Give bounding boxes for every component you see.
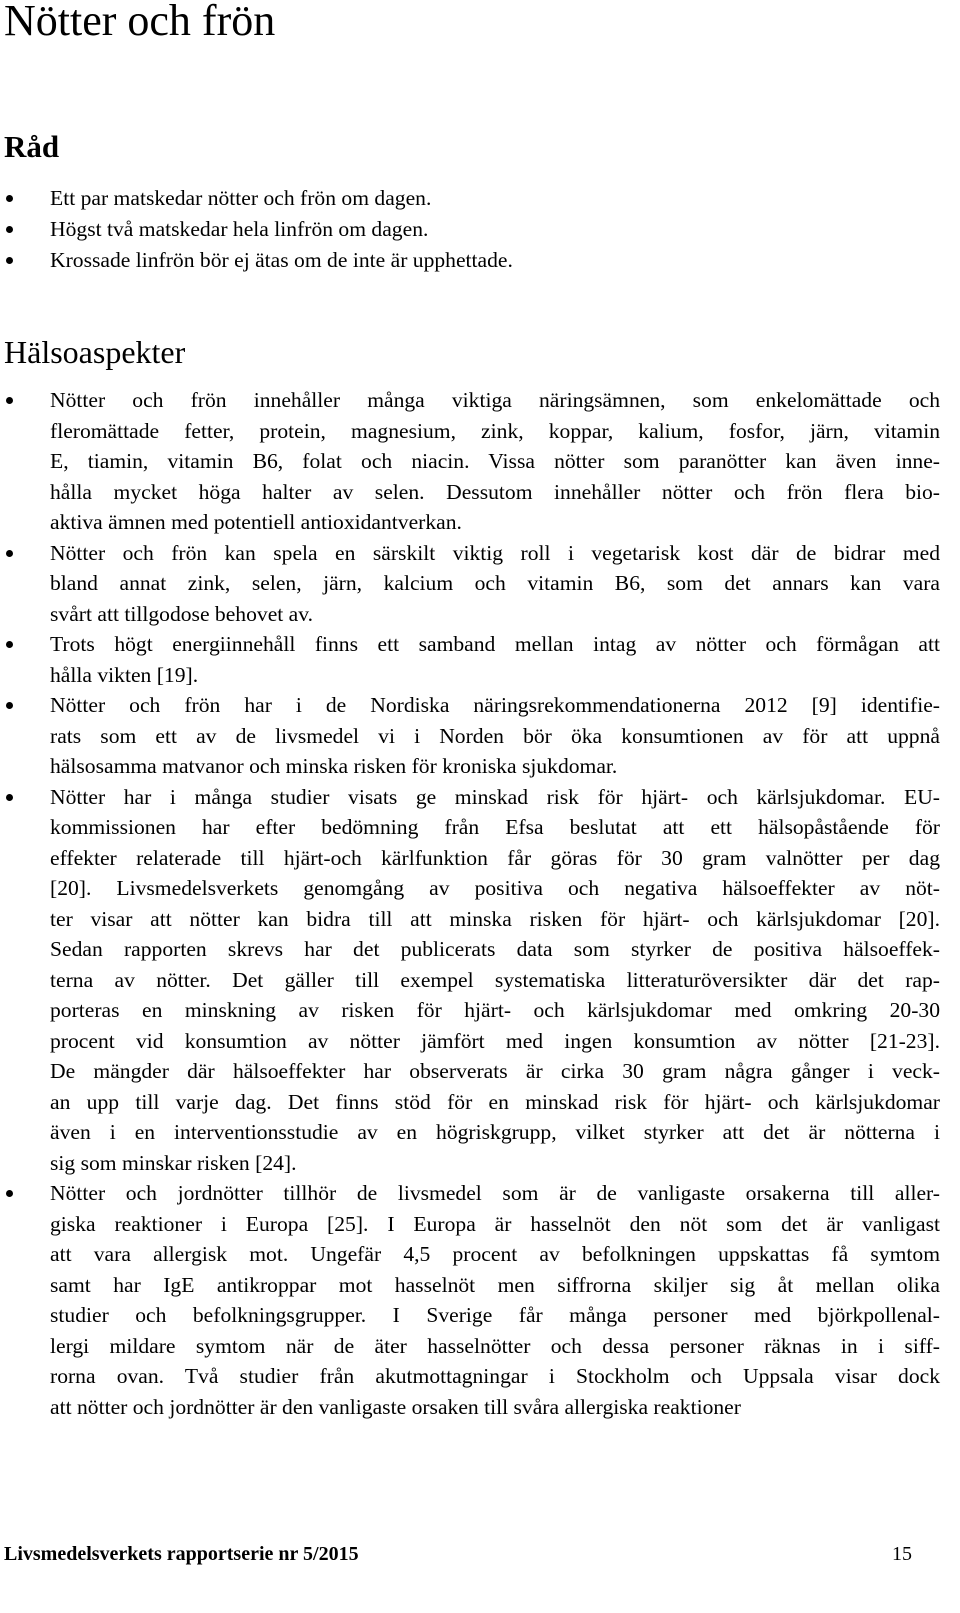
footer-page-number: 15 <box>892 1543 912 1565</box>
text-line: bland annat zink, selen, järn, kalcium och vitamin B6, som det annars kan vara <box>50 571 940 595</box>
list-item <box>0 538 940 630</box>
text-line: hålla vikten [19]. <box>50 662 199 687</box>
text-line: lergi mildare symtom när de äter hasselnötter och dessa personer räknas in i siff- <box>50 1333 940 1358</box>
text-line: Nötter och frön kan spela en särskilt viktig roll i vegetarisk kost där de bidrar med <box>50 540 940 565</box>
text-line: svårt att tillgodose behovet av. <box>50 601 314 626</box>
text-line: hälsosamma matvanor och minska risken för kroniska sjukdomar. <box>50 754 618 778</box>
text-line: giska reaktioner i Europa [25]. I Europa är hasselnöt den nöt som det är vanligast <box>50 1211 940 1236</box>
text-line: terna av nötter. Det gäller till exempel systematiska litteraturöversikter där det rap- <box>50 967 940 992</box>
list-item: Högst två matskedar hela linfrön om dagen. <box>0 214 940 245</box>
list-item <box>0 629 940 690</box>
text-line: rats som ett av de livsmedel vi i Norden bör öka konsumtionen av för att uppnå <box>50 723 940 748</box>
list-item <box>0 1178 940 1422</box>
text-line: att vara allergisk mot. Ungefär 4,5 procent av befolkningen uppskattas få symtom <box>50 1242 940 1266</box>
list-item <box>0 690 940 782</box>
text-line: [20]. Livsmedelsverkets genomgång av positiva och negativa hälsoeffekter av nöt- <box>50 876 940 900</box>
footer-series: Livsmedelsverkets rapportserie nr 5/2015 <box>4 1543 359 1565</box>
section-heading-halsoaspekter: Hälsoaspekter <box>4 334 186 370</box>
text-line: De mängder där hälsoeffekter har observerats är cirka 30 gram några gånger i veck- <box>50 1059 940 1083</box>
text-line: även i en interventionsstudie av en högriskgrupp, vilket styrker att det är nötterna i <box>50 1120 940 1144</box>
halsoaspekter-list <box>0 385 940 1422</box>
text-line: Nötter har i många studier visats ge minskad risk för hjärt- och kärlsjukdomar. EU- <box>50 784 940 809</box>
list-item <box>0 385 940 538</box>
text-line: an upp till varje dag. Det finns stöd för en minskad risk för hjärt- och kärlsjukdomar <box>50 1089 940 1114</box>
text-line: aktiva ämnen med potentiell antioxidantverkan. <box>50 510 462 534</box>
text-line: samt har IgE antikroppar mot hasselnöt men siffrorna skiljer sig åt mellan olika <box>50 1272 940 1297</box>
text-line: Trots högt energiinnehåll finns ett samband mellan intag av nötter och förmågan att <box>50 632 940 656</box>
rad-list <box>0 183 940 276</box>
text-line: E, tiamin, vitamin B6, folat och niacin. Vissa nötter som paranötter kan även inne- <box>50 449 940 473</box>
text-line: Sedan rapporten skrevs har det publicerats data som styrker de positiva hälsoeffek- <box>50 937 940 961</box>
text-line: sig som minskar risken [24]. <box>50 1150 297 1175</box>
text-line: procent vid konsumtion av nötter jämfört med ingen konsumtion av nötter [21-23]. <box>50 1028 940 1053</box>
text-line: porteras en minskning av risken för hjärt- och kärlsjukdomar med omkring 20-30 <box>50 998 940 1022</box>
list-item: Ett par matskedar nötter och frön om dagen. <box>0 183 940 214</box>
section-heading-rad: Råd <box>4 129 60 164</box>
text-line: hålla mycket höga halter av selen. Dessutom innehåller nötter och frön flera bio- <box>50 479 940 504</box>
text-line: ter visar att nötter kan bidra till att minska risken för hjärt- och kärlsjukdomar [20]. <box>50 906 940 931</box>
text-line: fleromättade fetter, protein, magnesium, zink, koppar, kalium, fosfor, järn, vitamin <box>50 418 940 443</box>
text-line: effekter relaterade till hjärt-och kärlfunktion får göras för 30 gram valnötter per dag <box>50 845 940 870</box>
text-line: att nötter och jordnötter är den vanligaste orsaken till svåra allergiska reaktioner <box>50 1394 741 1419</box>
text-line: rorna ovan. Två studier från akutmottagningar i Stockholm och Uppsala visar dock <box>50 1364 940 1388</box>
list-item: Krossade linfrön bör ej ätas om de inte är upphettade. <box>0 245 940 276</box>
text-line: Nötter och jordnötter tillhör de livsmedel som är de vanligaste orsakerna till aller- <box>50 1181 940 1205</box>
text-line: kommissionen har efter bedömning från Efsa beslutat att ett hälsopåstående för <box>50 815 940 839</box>
page-title: Nötter och frön <box>4 0 276 45</box>
list-item <box>0 782 940 1179</box>
text-line: studier och befolkningsgrupper. I Sverige får många personer med björkpollenal- <box>50 1303 940 1327</box>
text-line: Nötter och frön har i de Nordiska näringsrekommendationerna 2012 [9] identifie- <box>50 693 940 717</box>
text-line: Nötter och frön innehåller många viktiga näringsämnen, som enkelomättade och <box>50 388 940 412</box>
